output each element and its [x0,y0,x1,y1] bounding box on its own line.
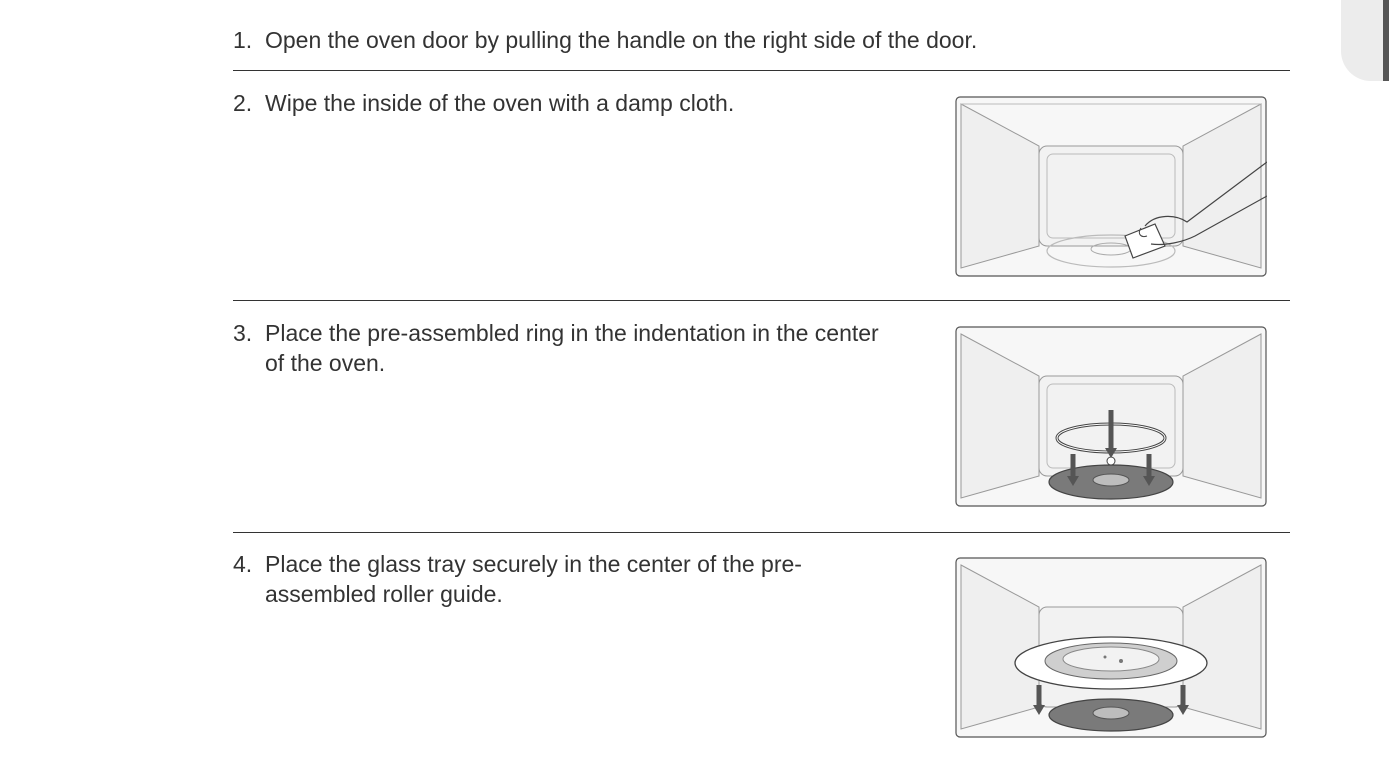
step-3 [233,318,933,382]
divider-1 [233,70,1290,71]
place-glass-tray-drawing [955,557,1267,738]
step-3-number: 3. [233,320,253,346]
step-2-text: Wipe the inside of the oven with a damp cloth. [265,90,735,116]
page-side-tab-marker [1383,0,1389,81]
divider-2 [233,300,1290,301]
step-4-number: 4. [233,551,253,577]
step-1-number: 1. [233,27,253,53]
step-3-text-line2: of the oven. [265,350,386,376]
step-1 [233,25,1283,57]
step-4 [233,549,933,613]
wipe-oven-drawing [955,96,1267,277]
step-2-number: 2. [233,90,253,116]
place-ring-drawing [955,326,1267,507]
wipe-oven-illustration [955,96,1267,277]
page-side-tab [1341,0,1389,81]
place-ring-illustration [955,326,1267,507]
step-1-text: Open the oven door by pulling the handle on the right side of the door. [265,27,978,53]
step-4-text-line1: Place the glass tray securely in the center of the pre- [265,551,802,577]
step-3-text-line1: Place the pre-assembled ring in the indentation in the center [265,320,879,346]
place-glass-tray-illustration [955,557,1267,738]
divider-3 [233,532,1290,533]
step-4-text-line2: assembled roller guide. [265,581,503,607]
step-2 [233,88,933,152]
